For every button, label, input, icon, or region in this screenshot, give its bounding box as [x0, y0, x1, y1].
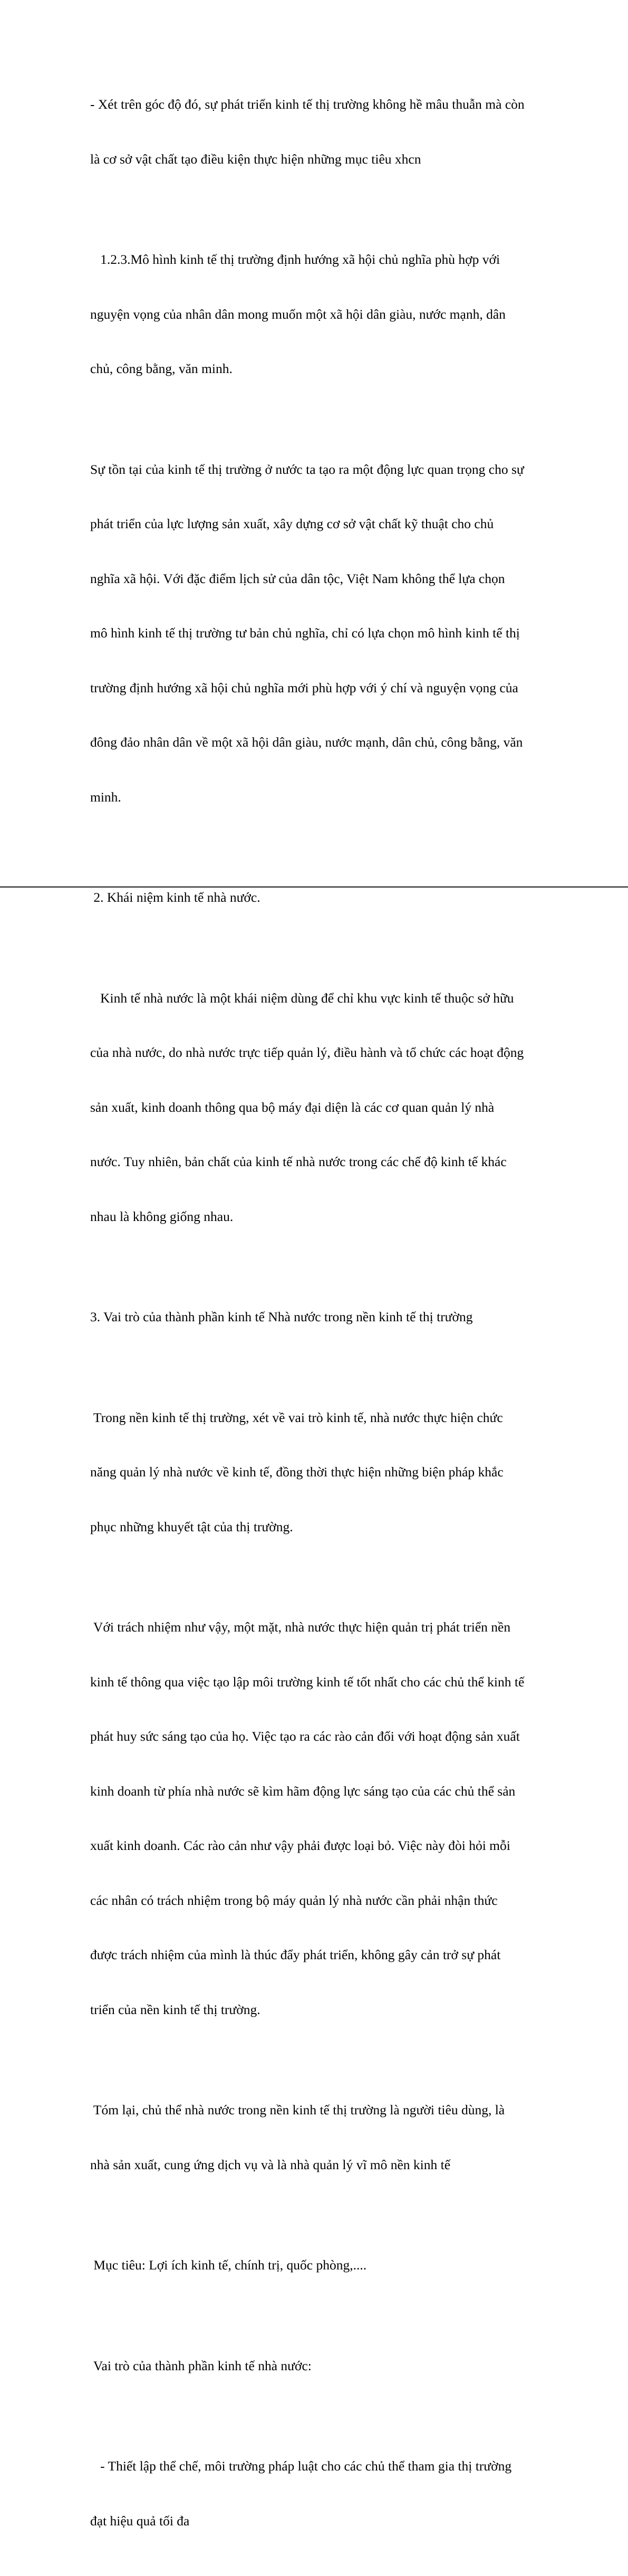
- text-line: năng quản lý nhà nước về kinh tế, đồng thời thực hiện những biện pháp khắc: [90, 1464, 504, 1480]
- text-line: trường định hướng xã hội chủ nghĩa mới phù hợp với ý chí và nguyện vọng của: [90, 680, 518, 695]
- text-line: Với trách nhiệm như vậy, một mặt, nhà nước thực hiện quản trị phát triển nền: [90, 1619, 511, 1635]
- document-body: [90, 59, 570, 2576]
- text-line: kinh tế thông qua việc tạo lập môi trường kinh tế tốt nhất cho các chủ thể kinh tế: [90, 1674, 525, 1690]
- text-line: nước. Tuy nhiên, bản chất của kinh tế nhà nước trong các chế độ kinh tế khác: [90, 1154, 507, 1169]
- paragraph-market-existence: [90, 424, 570, 843]
- paragraph-state-economy-definition: [90, 953, 570, 1263]
- paragraph-role-item-1: [90, 2421, 570, 2567]
- text-line: Kinh tế nhà nước là một khái niệm dùng để chỉ khu vực kinh tế thuộc sở hữu: [90, 990, 514, 1006]
- text-line: mô hình kinh tế thị trường tư bản chủ nghĩa, chỉ có lựa chọn mô hình kinh tế thị: [90, 625, 520, 641]
- text-line: là cơ sở vật chất tạo điều kiện thực hiện những mục tiêu xhcn: [90, 151, 421, 167]
- text-line: Vai trò của thành phần kinh tế nhà nước:: [90, 2358, 312, 2373]
- text-line: - Xét trên góc độ đó, sự phát triển kinh tế thị trường không hề mâu thuẫn mà còn: [90, 97, 525, 112]
- text-line: được trách nhiệm của mình là thúc đẩy phát triển, không gây cản trở sự phát: [90, 1947, 501, 1962]
- text-line: của nhà nước, do nhà nước trực tiếp quản lý, điều hành và tổ chức các hoạt động: [90, 1045, 524, 1060]
- text-line: Tóm lại, chủ thể nhà nước trong nền kinh tế thị trường là người tiêu dùng, là: [90, 2102, 505, 2117]
- text-line: các nhân có trách nhiệm trong bộ máy quản lý nhà nước cần phải nhận thức: [90, 1892, 498, 1908]
- text-line: sản xuất, kinh doanh thông qua bộ máy đại diện là các cơ quan quản lý nhà: [90, 1099, 495, 1115]
- text-line: - Thiết lập thể chế, môi trường pháp luật cho các chủ thể tham gia thị trường: [90, 2458, 512, 2474]
- text-line: nghĩa xã hội. Với đặc điểm lịch sử của dân tộc, Việt Nam không thể lựa chọn: [90, 570, 505, 586]
- text-line: kinh doanh từ phía nhà nước sẽ kìm hãm động lực sáng tạo của các chủ thể sản: [90, 1783, 516, 1799]
- text-line: nguyện vọng của nhân dân mong muốn một xã hội dân giàu, nước mạnh, dân: [90, 306, 506, 322]
- section-heading-1-2-3: [90, 214, 570, 415]
- paragraph-market-economy-conclusion: [90, 59, 570, 205]
- text-line: đạt hiệu quả tối đa: [90, 2513, 190, 2529]
- section-heading-3: [90, 1272, 570, 1363]
- text-line: Sự tồn tại của kinh tế thị trường ở nước ta tạo ra một động lực quan trọng cho sự: [90, 461, 524, 477]
- page-bottom-divider: [0, 886, 628, 888]
- text-line: triển của nền kinh tế thị trường.: [90, 2001, 260, 2017]
- paragraph-state-role-market: [90, 1372, 570, 1573]
- text-line: 3. Vai trò của thành phần kinh tế Nhà nước trong nền kinh tế thị trường: [90, 1309, 473, 1324]
- text-line: Trong nền kinh tế thị trường, xét về vai trò kinh tế, nhà nước thực hiện chức: [90, 1409, 503, 1425]
- text-line: nhà sản xuất, cung ứng dịch vụ và là nhà quản lý vĩ mô nền kinh tế: [90, 2157, 451, 2172]
- section-heading-2: [90, 852, 570, 943]
- text-line: phát huy sức sáng tạo của họ. Việc tạo ra các rào cản đối với hoạt động sản xuất: [90, 1729, 520, 1744]
- text-line: chủ, công bằng, văn minh.: [90, 361, 233, 376]
- text-line: 1.2.3.Mô hình kinh tế thị trường định hướng xã hội chủ nghĩa phù hợp với: [90, 252, 500, 267]
- text-line: Mục tiêu: Lợi ích kinh tế, chính trị, quốc phòng,....: [90, 2257, 367, 2273]
- text-line: phát triển của lực lượng sản xuất, xây dựng cơ sở vật chất kỹ thuật cho chủ: [90, 516, 494, 531]
- text-line: 2. Khái niệm kinh tế nhà nước.: [90, 890, 260, 905]
- paragraph-role-heading: [90, 2321, 570, 2412]
- text-line: nhau là không giống nhau.: [90, 1208, 234, 1224]
- paragraph-summary: [90, 2065, 570, 2210]
- paragraph-objectives: [90, 2220, 570, 2311]
- text-line: minh.: [90, 789, 121, 805]
- text-line: phục những khuyết tật của thị trường.: [90, 1519, 293, 1534]
- text-line: đông đảo nhân dân về một xã hội dân giàu, nước mạnh, dân chủ, công bằng, văn: [90, 734, 523, 750]
- paragraph-state-responsibility: [90, 1582, 570, 2055]
- text-line: xuất kinh doanh. Các rào cản như vậy phải được loại bỏ. Việc này đòi hỏi mỗi: [90, 1838, 510, 1853]
